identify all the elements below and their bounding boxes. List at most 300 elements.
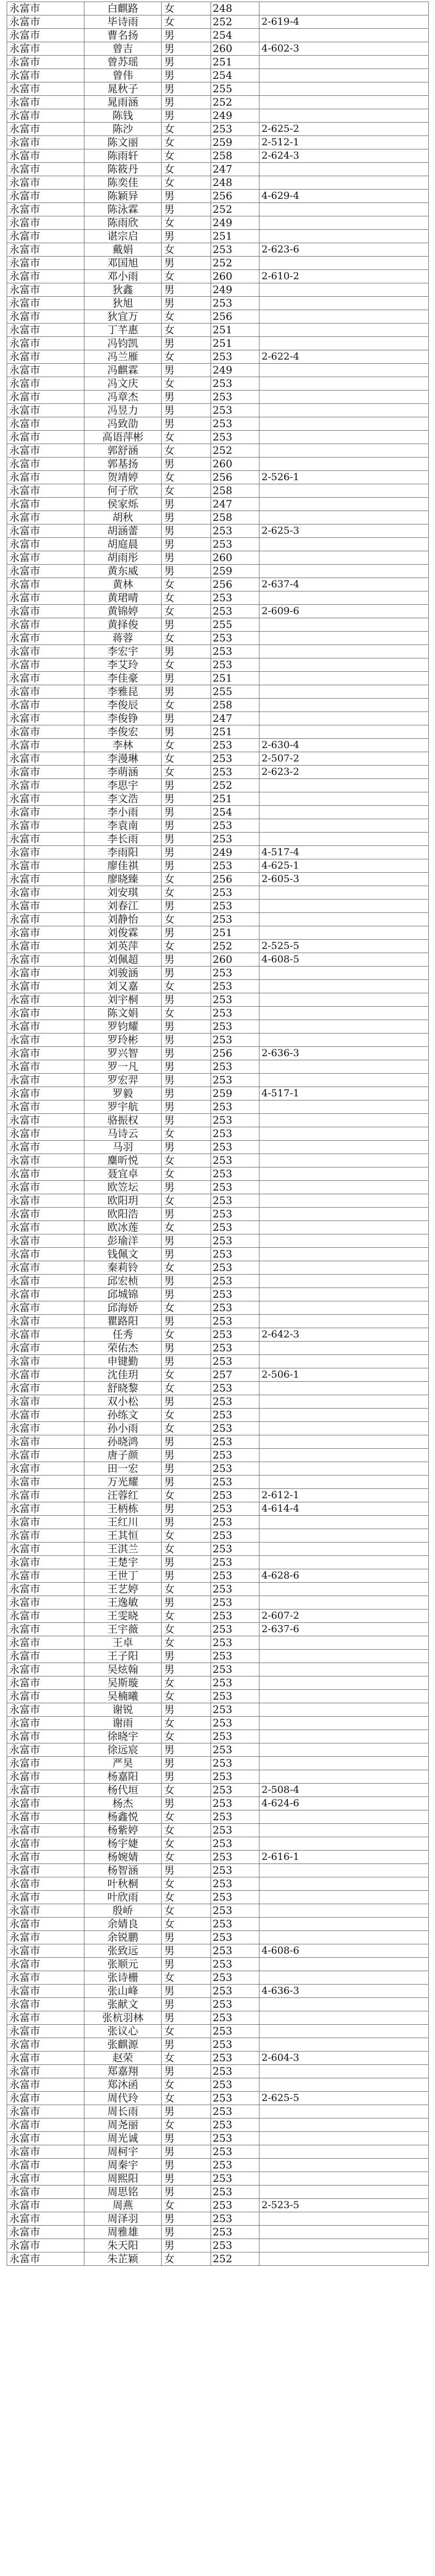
name-cell: 李林 bbox=[84, 739, 162, 752]
place-cell: 永富市 bbox=[7, 1355, 84, 1368]
table-row bbox=[7, 1275, 429, 1288]
score-cell: 253 bbox=[211, 1462, 259, 1476]
name-cell: 周熙阳 bbox=[84, 2172, 162, 2185]
score-cell: 253 bbox=[211, 2052, 259, 2065]
table-row bbox=[7, 1797, 429, 1810]
note-cell: 2-623-2 bbox=[259, 766, 429, 779]
score-cell: 253 bbox=[211, 1690, 259, 1703]
table-body bbox=[7, 2, 429, 2266]
sex-cell: 男 bbox=[162, 993, 211, 1007]
table-row bbox=[7, 1958, 429, 1971]
sex-cell: 男 bbox=[162, 1395, 211, 1409]
score-cell: 253 bbox=[211, 538, 259, 551]
score-cell: 253 bbox=[211, 739, 259, 752]
sex-cell: 女 bbox=[162, 15, 211, 29]
score-cell: 253 bbox=[211, 1797, 259, 1810]
note-cell bbox=[259, 1904, 429, 1918]
note-cell bbox=[259, 109, 429, 123]
sex-cell: 男 bbox=[162, 203, 211, 216]
note-cell bbox=[259, 1167, 429, 1181]
sex-cell: 男 bbox=[162, 819, 211, 833]
table-row bbox=[7, 1663, 429, 1676]
name-cell: 吴斯璇 bbox=[84, 1676, 162, 1690]
table-row bbox=[7, 792, 429, 806]
sex-cell: 男 bbox=[162, 1020, 211, 1033]
sex-cell: 女 bbox=[162, 913, 211, 926]
place-cell: 永富市 bbox=[7, 1435, 84, 1449]
sex-cell: 女 bbox=[162, 123, 211, 136]
name-cell: 欧阳玥 bbox=[84, 1194, 162, 1208]
table-row bbox=[7, 1837, 429, 1851]
place-cell: 永富市 bbox=[7, 779, 84, 792]
sex-cell: 女 bbox=[162, 1730, 211, 1743]
place-cell: 永富市 bbox=[7, 752, 84, 766]
note-cell bbox=[259, 886, 429, 900]
name-cell: 陈钱 bbox=[84, 109, 162, 123]
sex-cell: 女 bbox=[162, 766, 211, 779]
note-cell bbox=[259, 1382, 429, 1395]
score-cell: 253 bbox=[211, 752, 259, 766]
name-cell: 谢锐 bbox=[84, 1703, 162, 1717]
table-row bbox=[7, 2092, 429, 2105]
note-cell bbox=[259, 1998, 429, 2011]
name-cell: 陈筱丹 bbox=[84, 163, 162, 176]
note-cell bbox=[259, 511, 429, 524]
sex-cell: 男 bbox=[162, 538, 211, 551]
note-cell bbox=[259, 310, 429, 324]
score-cell: 253 bbox=[211, 2025, 259, 2038]
place-cell: 永富市 bbox=[7, 2011, 84, 2025]
place-cell: 永富市 bbox=[7, 2185, 84, 2199]
name-cell: 孙练文 bbox=[84, 1409, 162, 1422]
sex-cell: 男 bbox=[162, 1288, 211, 1301]
name-cell: 朱芷颖 bbox=[84, 2252, 162, 2266]
name-cell: 马诗云 bbox=[84, 1127, 162, 1141]
score-cell: 260 bbox=[211, 457, 259, 471]
score-cell: 253 bbox=[211, 1355, 259, 1368]
note-cell: 4-614-4 bbox=[259, 1502, 429, 1516]
score-cell: 253 bbox=[211, 766, 259, 779]
score-cell: 253 bbox=[211, 2159, 259, 2172]
name-cell: 胡雨彤 bbox=[84, 551, 162, 565]
name-cell: 周长雨 bbox=[84, 2105, 162, 2119]
score-cell: 251 bbox=[211, 56, 259, 69]
score-cell: 253 bbox=[211, 1556, 259, 1569]
sex-cell: 男 bbox=[162, 565, 211, 578]
table-row bbox=[7, 42, 429, 56]
note-cell bbox=[259, 900, 429, 913]
note-cell: 4-517-4 bbox=[259, 846, 429, 859]
note-cell bbox=[259, 1516, 429, 1529]
table-row bbox=[7, 1395, 429, 1409]
score-cell: 252 bbox=[211, 203, 259, 216]
name-cell: 王淇兰 bbox=[84, 1543, 162, 1556]
name-cell: 陈泳霖 bbox=[84, 203, 162, 216]
place-cell: 永富市 bbox=[7, 1033, 84, 1047]
note-cell bbox=[259, 1556, 429, 1569]
sex-cell: 女 bbox=[162, 2052, 211, 2065]
score-cell: 253 bbox=[211, 1636, 259, 1650]
score-cell: 253 bbox=[211, 1502, 259, 1516]
note-cell bbox=[259, 1676, 429, 1690]
note-cell: 2-610-2 bbox=[259, 270, 429, 283]
name-cell: 王楚宇 bbox=[84, 1556, 162, 1569]
note-cell bbox=[259, 1342, 429, 1355]
name-cell: 刘静怡 bbox=[84, 913, 162, 926]
place-cell: 永富市 bbox=[7, 1087, 84, 1100]
place-cell: 永富市 bbox=[7, 1114, 84, 1127]
score-cell: 252 bbox=[211, 2252, 259, 2266]
sex-cell: 女 bbox=[162, 1382, 211, 1395]
sex-cell: 男 bbox=[162, 69, 211, 82]
name-cell: 曹名扬 bbox=[84, 29, 162, 42]
place-cell: 永富市 bbox=[7, 1556, 84, 1569]
name-cell: 晁秋子 bbox=[84, 82, 162, 96]
place-cell: 永富市 bbox=[7, 1797, 84, 1810]
table-row bbox=[7, 1743, 429, 1757]
table-row bbox=[7, 337, 429, 350]
table-row bbox=[7, 779, 429, 792]
sex-cell: 男 bbox=[162, 457, 211, 471]
note-cell bbox=[259, 993, 429, 1007]
table-row bbox=[7, 2, 429, 15]
place-cell: 永富市 bbox=[7, 377, 84, 391]
place-cell: 永富市 bbox=[7, 1516, 84, 1529]
note-cell bbox=[259, 2132, 429, 2145]
place-cell: 永富市 bbox=[7, 1690, 84, 1703]
sex-cell: 男 bbox=[162, 1275, 211, 1288]
name-cell: 严昊 bbox=[84, 1757, 162, 1770]
table-row bbox=[7, 1261, 429, 1275]
table-row bbox=[7, 1864, 429, 1877]
sex-cell: 女 bbox=[162, 873, 211, 886]
sex-cell: 男 bbox=[162, 524, 211, 538]
place-cell: 永富市 bbox=[7, 1301, 84, 1315]
place-cell: 永富市 bbox=[7, 149, 84, 163]
name-cell: 侯家烁 bbox=[84, 498, 162, 511]
score-cell: 251 bbox=[211, 230, 259, 243]
score-cell: 253 bbox=[211, 913, 259, 926]
table-row bbox=[7, 819, 429, 833]
table-row bbox=[7, 1623, 429, 1636]
place-cell: 永富市 bbox=[7, 591, 84, 605]
sex-cell: 男 bbox=[162, 2038, 211, 2052]
score-cell: 253 bbox=[211, 1007, 259, 1020]
note-cell bbox=[259, 591, 429, 605]
place-cell: 永富市 bbox=[7, 1476, 84, 1489]
score-cell: 253 bbox=[211, 1261, 259, 1275]
place-cell: 永富市 bbox=[7, 337, 84, 350]
note-cell bbox=[259, 324, 429, 337]
place-cell: 永富市 bbox=[7, 565, 84, 578]
note-cell bbox=[259, 1663, 429, 1676]
name-cell: 孙小雨 bbox=[84, 1422, 162, 1435]
score-cell: 253 bbox=[211, 1971, 259, 1985]
table-row bbox=[7, 591, 429, 605]
score-cell: 253 bbox=[211, 1020, 259, 1033]
note-cell: 4-608-5 bbox=[259, 953, 429, 967]
note-cell: 2-637-6 bbox=[259, 1623, 429, 1636]
table-row bbox=[7, 15, 429, 29]
name-cell: 李艾玲 bbox=[84, 658, 162, 672]
table-row bbox=[7, 1703, 429, 1717]
name-cell: 狄鑫 bbox=[84, 283, 162, 297]
note-cell bbox=[259, 1730, 429, 1743]
score-cell: 253 bbox=[211, 1650, 259, 1663]
score-cell: 249 bbox=[211, 283, 259, 297]
note-cell bbox=[259, 2065, 429, 2078]
sex-cell: 女 bbox=[162, 699, 211, 712]
score-cell: 253 bbox=[211, 1301, 259, 1315]
table-row bbox=[7, 1033, 429, 1047]
place-cell: 永富市 bbox=[7, 498, 84, 511]
place-cell: 永富市 bbox=[7, 833, 84, 846]
table-row bbox=[7, 1315, 429, 1328]
place-cell: 永富市 bbox=[7, 457, 84, 471]
name-cell: 周柯宇 bbox=[84, 2145, 162, 2159]
sex-cell: 男 bbox=[162, 1770, 211, 1784]
score-cell: 256 bbox=[211, 471, 259, 484]
sex-cell: 女 bbox=[162, 1623, 211, 1636]
sex-cell: 男 bbox=[162, 1342, 211, 1355]
name-cell: 周泽羽 bbox=[84, 2212, 162, 2226]
score-cell: 253 bbox=[211, 1891, 259, 1904]
table-row bbox=[7, 1569, 429, 1583]
note-cell: 4-602-3 bbox=[259, 42, 429, 56]
sex-cell: 男 bbox=[162, 1743, 211, 1757]
note-cell bbox=[259, 216, 429, 230]
place-cell: 永富市 bbox=[7, 1918, 84, 1931]
sex-cell: 女 bbox=[162, 1904, 211, 1918]
score-cell: 253 bbox=[211, 1864, 259, 1877]
place-cell: 永富市 bbox=[7, 725, 84, 739]
place-cell: 永富市 bbox=[7, 538, 84, 551]
name-cell: 李小雨 bbox=[84, 806, 162, 819]
name-cell: 聂宜卓 bbox=[84, 1167, 162, 1181]
score-cell: 252 bbox=[211, 444, 259, 457]
sex-cell: 男 bbox=[162, 337, 211, 350]
table-row bbox=[7, 605, 429, 618]
name-cell: 黄东威 bbox=[84, 565, 162, 578]
note-cell bbox=[259, 1100, 429, 1114]
name-cell: 刘英萍 bbox=[84, 940, 162, 953]
name-cell: 廖晓臻 bbox=[84, 873, 162, 886]
place-cell: 永富市 bbox=[7, 1676, 84, 1690]
sex-cell: 男 bbox=[162, 618, 211, 632]
place-cell: 永富市 bbox=[7, 1275, 84, 1288]
table-row bbox=[7, 632, 429, 645]
sex-cell: 男 bbox=[162, 685, 211, 699]
note-cell bbox=[259, 1931, 429, 1944]
note-cell bbox=[259, 819, 429, 833]
table-row bbox=[7, 1114, 429, 1127]
place-cell: 永富市 bbox=[7, 913, 84, 926]
note-cell: 2-625-3 bbox=[259, 524, 429, 538]
name-cell: 冯兰雁 bbox=[84, 350, 162, 364]
sex-cell: 男 bbox=[162, 257, 211, 270]
note-cell bbox=[259, 444, 429, 457]
score-cell: 253 bbox=[211, 1770, 259, 1784]
sex-cell: 男 bbox=[162, 712, 211, 725]
note-cell: 2-612-1 bbox=[259, 1489, 429, 1502]
score-cell: 249 bbox=[211, 364, 259, 377]
place-cell: 永富市 bbox=[7, 176, 84, 190]
score-cell: 259 bbox=[211, 565, 259, 578]
table-row bbox=[7, 2105, 429, 2119]
place-cell: 永富市 bbox=[7, 672, 84, 685]
name-cell: 李萌涵 bbox=[84, 766, 162, 779]
table-row bbox=[7, 940, 429, 953]
note-cell bbox=[259, 699, 429, 712]
table-row bbox=[7, 1543, 429, 1556]
note-cell bbox=[259, 833, 429, 846]
table-row bbox=[7, 1221, 429, 1234]
sex-cell: 男 bbox=[162, 2105, 211, 2119]
name-cell: 李文浩 bbox=[84, 792, 162, 806]
score-cell: 252 bbox=[211, 940, 259, 953]
note-cell bbox=[259, 2038, 429, 2052]
note-cell bbox=[259, 1435, 429, 1449]
sex-cell: 男 bbox=[162, 1208, 211, 1221]
note-cell: 4-625-1 bbox=[259, 859, 429, 873]
sex-cell: 男 bbox=[162, 1650, 211, 1663]
place-cell: 永富市 bbox=[7, 29, 84, 42]
place-cell: 永富市 bbox=[7, 404, 84, 417]
place-cell: 永富市 bbox=[7, 1060, 84, 1074]
place-cell: 永富市 bbox=[7, 1810, 84, 1824]
name-cell: 叶欣雨 bbox=[84, 1891, 162, 1904]
score-cell: 253 bbox=[211, 1569, 259, 1583]
note-cell: 2-637-4 bbox=[259, 578, 429, 591]
sex-cell: 男 bbox=[162, 96, 211, 109]
name-cell: 孙晓鸿 bbox=[84, 1435, 162, 1449]
place-cell: 永富市 bbox=[7, 2226, 84, 2239]
sex-cell: 女 bbox=[162, 243, 211, 257]
place-cell: 永富市 bbox=[7, 1971, 84, 1985]
sex-cell: 女 bbox=[162, 1636, 211, 1650]
name-cell: 瞿路阳 bbox=[84, 1315, 162, 1328]
place-cell: 永富市 bbox=[7, 1127, 84, 1141]
score-cell: 253 bbox=[211, 1114, 259, 1127]
name-cell: 万光耀 bbox=[84, 1476, 162, 1489]
place-cell: 永富市 bbox=[7, 511, 84, 524]
score-cell: 253 bbox=[211, 993, 259, 1007]
score-cell: 255 bbox=[211, 82, 259, 96]
note-cell bbox=[259, 1194, 429, 1208]
name-cell: 王逸敏 bbox=[84, 1596, 162, 1609]
score-cell: 253 bbox=[211, 1851, 259, 1864]
note-cell bbox=[259, 1757, 429, 1770]
name-cell: 刘佩超 bbox=[84, 953, 162, 967]
score-cell: 253 bbox=[211, 1877, 259, 1891]
name-cell: 叶秋桐 bbox=[84, 1877, 162, 1891]
score-cell: 252 bbox=[211, 96, 259, 109]
score-cell: 251 bbox=[211, 926, 259, 940]
place-cell: 永富市 bbox=[7, 2119, 84, 2132]
name-cell: 罗宏羿 bbox=[84, 1074, 162, 1087]
sex-cell: 男 bbox=[162, 1476, 211, 1489]
name-cell: 杨紫婷 bbox=[84, 1824, 162, 1837]
table-row bbox=[7, 645, 429, 658]
sex-cell: 男 bbox=[162, 1181, 211, 1194]
sex-cell: 男 bbox=[162, 1797, 211, 1810]
sex-cell: 男 bbox=[162, 725, 211, 739]
table-row bbox=[7, 1516, 429, 1529]
name-cell: 冯章杰 bbox=[84, 391, 162, 404]
name-cell: 邓小雨 bbox=[84, 270, 162, 283]
place-cell: 永富市 bbox=[7, 1864, 84, 1877]
score-cell: 253 bbox=[211, 1609, 259, 1623]
score-cell: 258 bbox=[211, 149, 259, 163]
table-row bbox=[7, 1730, 429, 1743]
sex-cell: 女 bbox=[162, 1529, 211, 1543]
note-cell bbox=[259, 1154, 429, 1167]
note-cell bbox=[259, 1877, 429, 1891]
sex-cell: 女 bbox=[162, 350, 211, 364]
table-row bbox=[7, 431, 429, 444]
name-cell: 刘又嘉 bbox=[84, 980, 162, 993]
score-cell: 253 bbox=[211, 2172, 259, 2185]
place-cell: 永富市 bbox=[7, 1315, 84, 1328]
score-cell: 253 bbox=[211, 1743, 259, 1757]
table-row bbox=[7, 2199, 429, 2212]
table-row bbox=[7, 257, 429, 270]
note-cell: 2-607-2 bbox=[259, 1609, 429, 1623]
place-cell: 永富市 bbox=[7, 417, 84, 431]
table-row bbox=[7, 1918, 429, 1931]
place-cell: 永富市 bbox=[7, 1596, 84, 1609]
sex-cell: 男 bbox=[162, 792, 211, 806]
table-row bbox=[7, 230, 429, 243]
score-cell: 255 bbox=[211, 685, 259, 699]
place-cell: 永富市 bbox=[7, 56, 84, 69]
name-cell: 邱城锦 bbox=[84, 1288, 162, 1301]
name-cell: 荣佑杰 bbox=[84, 1342, 162, 1355]
name-cell: 冯麒霖 bbox=[84, 364, 162, 377]
sex-cell: 男 bbox=[162, 833, 211, 846]
note-cell bbox=[259, 391, 429, 404]
score-cell: 253 bbox=[211, 1435, 259, 1449]
place-cell: 永富市 bbox=[7, 1663, 84, 1676]
sex-cell: 女 bbox=[162, 1810, 211, 1824]
table-row bbox=[7, 2119, 429, 2132]
score-cell: 248 bbox=[211, 2, 259, 15]
name-cell: 麋昕悦 bbox=[84, 1154, 162, 1167]
note-cell bbox=[259, 1650, 429, 1663]
table-row bbox=[7, 2226, 429, 2239]
table-row bbox=[7, 471, 429, 484]
score-cell: 253 bbox=[211, 1904, 259, 1918]
name-cell: 王其恒 bbox=[84, 1529, 162, 1543]
score-cell: 252 bbox=[211, 779, 259, 792]
table-row bbox=[7, 1074, 429, 1087]
score-cell: 253 bbox=[211, 2212, 259, 2226]
score-cell: 253 bbox=[211, 605, 259, 618]
score-cell: 253 bbox=[211, 2119, 259, 2132]
score-cell: 253 bbox=[211, 243, 259, 257]
note-cell bbox=[259, 1717, 429, 1730]
place-cell: 永富市 bbox=[7, 2052, 84, 2065]
note-cell bbox=[259, 56, 429, 69]
sex-cell: 男 bbox=[162, 1663, 211, 1676]
table-row bbox=[7, 216, 429, 230]
place-cell: 永富市 bbox=[7, 1998, 84, 2011]
table-row bbox=[7, 926, 429, 940]
table-row bbox=[7, 109, 429, 123]
place-cell: 永富市 bbox=[7, 230, 84, 243]
name-cell: 毕诗雨 bbox=[84, 15, 162, 29]
sex-cell: 男 bbox=[162, 645, 211, 658]
